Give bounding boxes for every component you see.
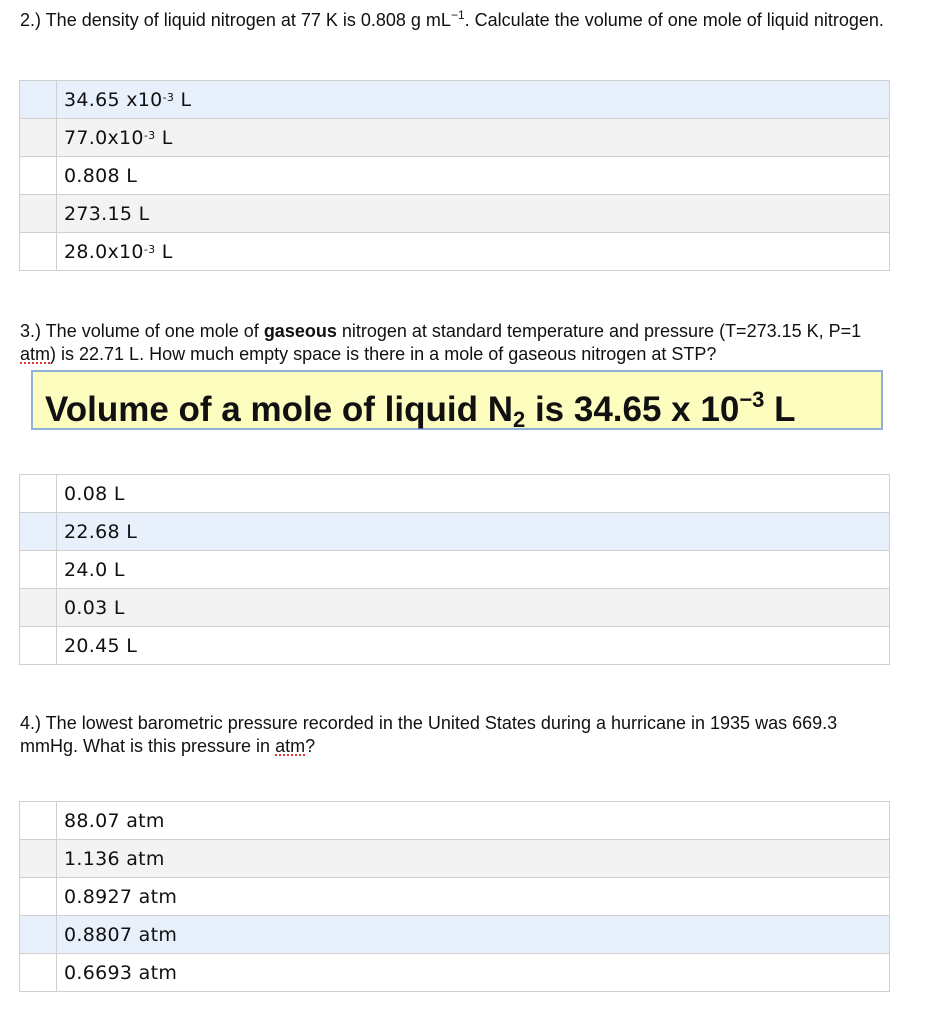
answer-option-label[interactable] — [57, 878, 890, 916]
answer-option-label[interactable] — [57, 195, 890, 233]
answer-option-label[interactable] — [57, 627, 890, 665]
hint-text-mid: is 34.65 x 10 — [525, 390, 740, 429]
answer-option-label[interactable] — [57, 157, 890, 195]
question-4-text — [20, 712, 900, 758]
question-3-choices — [19, 474, 890, 665]
answer-option-value: 24.0 L — [64, 558, 125, 581]
question-2-text — [20, 9, 900, 32]
hint-subscript: 2 — [512, 407, 526, 432]
answer-option-row[interactable] — [20, 119, 890, 157]
answer-option-row[interactable] — [20, 81, 890, 119]
answer-option-row[interactable] — [20, 551, 890, 589]
answer-option-label[interactable] — [57, 954, 890, 992]
question-3-part-1: 3.) The volume of one mole of — [20, 321, 264, 341]
answer-option-unit: L — [155, 240, 173, 263]
answer-option-row[interactable] — [20, 513, 890, 551]
answer-option-row[interactable] — [20, 195, 890, 233]
answer-option-label[interactable] — [57, 589, 890, 627]
answer-option-value: 0.8927 atm — [64, 885, 178, 908]
answer-option-exponent: -3 — [143, 128, 156, 142]
question-2-suffix: . Calculate the volume of one mole of liquid nitrogen. — [464, 10, 884, 30]
answer-option-label[interactable] — [57, 551, 890, 589]
answer-option-gutter[interactable] — [20, 119, 57, 157]
answer-option-gutter[interactable] — [20, 802, 57, 840]
answer-option-value: 1.136 atm — [64, 847, 165, 870]
answer-option-label[interactable] — [57, 475, 890, 513]
hint-box — [31, 370, 883, 430]
question-2-choices — [19, 80, 890, 271]
answer-option-label[interactable] — [57, 916, 890, 954]
answer-option-row[interactable] — [20, 233, 890, 271]
answer-option-gutter[interactable] — [20, 589, 57, 627]
answer-option-exponent: -3 — [143, 242, 156, 256]
question-3-part-2: nitrogen at standard temperature and pressure (T=273.15 K, P=1 — [336, 321, 862, 341]
answer-option-value: 0.03 L — [64, 596, 125, 619]
answer-option-gutter[interactable] — [20, 954, 57, 992]
answer-option-value: 88.07 atm — [64, 809, 165, 832]
answer-option-value: 20.45 L — [64, 634, 138, 657]
answer-option-unit: L — [174, 88, 192, 111]
question-4-choices — [19, 801, 890, 992]
answer-option-row[interactable] — [20, 157, 890, 195]
answer-option-gutter[interactable] — [20, 878, 57, 916]
answer-option-gutter[interactable] — [20, 551, 57, 589]
question-3-text — [20, 320, 900, 366]
answer-option-gutter[interactable] — [20, 513, 57, 551]
answer-option-value: 22.68 L — [64, 520, 138, 543]
answer-option-gutter[interactable] — [20, 627, 57, 665]
answer-option-gutter[interactable] — [20, 157, 57, 195]
answer-option-label[interactable] — [57, 81, 890, 119]
answer-option-row[interactable] — [20, 802, 890, 840]
answer-option-row[interactable] — [20, 916, 890, 954]
answer-option-label[interactable] — [57, 802, 890, 840]
question-2-prefix: 2.) The density of liquid nitrogen at 77 K is 0.808 g mL — [20, 10, 451, 30]
answer-option-row[interactable] — [20, 878, 890, 916]
answer-option-label[interactable] — [57, 119, 890, 157]
question-3-part-3: ) is 22.71 L. How much empty space is there in a mole of gaseous nitrogen at STP? — [50, 344, 717, 364]
answer-option-label[interactable] — [57, 233, 890, 271]
question-4-part-1: 4.) The lowest barometric pressure recorded in the United States during a hurricane in 1935 was 669.3 mmHg. What is this pressure in — [20, 713, 838, 756]
question-2-exponent: −1 — [450, 8, 465, 22]
answer-option-exponent: -3 — [162, 90, 175, 104]
answer-option-value: 0.08 L — [64, 482, 125, 505]
hint-superscript: −3 — [739, 387, 765, 412]
answer-option-gutter[interactable] — [20, 81, 57, 119]
spellcheck-flagged-word: atm — [20, 344, 51, 364]
answer-option-row[interactable] — [20, 475, 890, 513]
answer-option-row[interactable] — [20, 627, 890, 665]
answer-option-label[interactable] — [57, 840, 890, 878]
answer-option-row[interactable] — [20, 589, 890, 627]
answer-option-row[interactable] — [20, 840, 890, 878]
answer-option-value: 34.65 x10 — [64, 88, 163, 111]
spellcheck-flagged-word: atm — [275, 736, 306, 756]
answer-option-label[interactable] — [57, 513, 890, 551]
hint-text-pre: Volume of a mole of liquid N — [45, 390, 513, 429]
answer-option-value: 28.0x10 — [64, 240, 144, 263]
answer-option-gutter[interactable] — [20, 840, 57, 878]
question-3-bold-word: gaseous — [263, 321, 337, 341]
answer-option-unit: L — [155, 126, 173, 149]
answer-option-gutter[interactable] — [20, 475, 57, 513]
answer-option-value: 273.15 L — [64, 202, 150, 225]
answer-option-value: 77.0x10 — [64, 126, 144, 149]
answer-option-value: 0.6693 atm — [64, 961, 178, 984]
answer-option-value: 0.8807 atm — [64, 923, 178, 946]
answer-option-gutter[interactable] — [20, 195, 57, 233]
hint-text-post: L — [764, 390, 796, 429]
answer-option-gutter[interactable] — [20, 916, 57, 954]
answer-option-gutter[interactable] — [20, 233, 57, 271]
answer-option-row[interactable] — [20, 954, 890, 992]
question-4-part-2: ? — [305, 736, 316, 756]
answer-option-value: 0.808 L — [64, 164, 138, 187]
